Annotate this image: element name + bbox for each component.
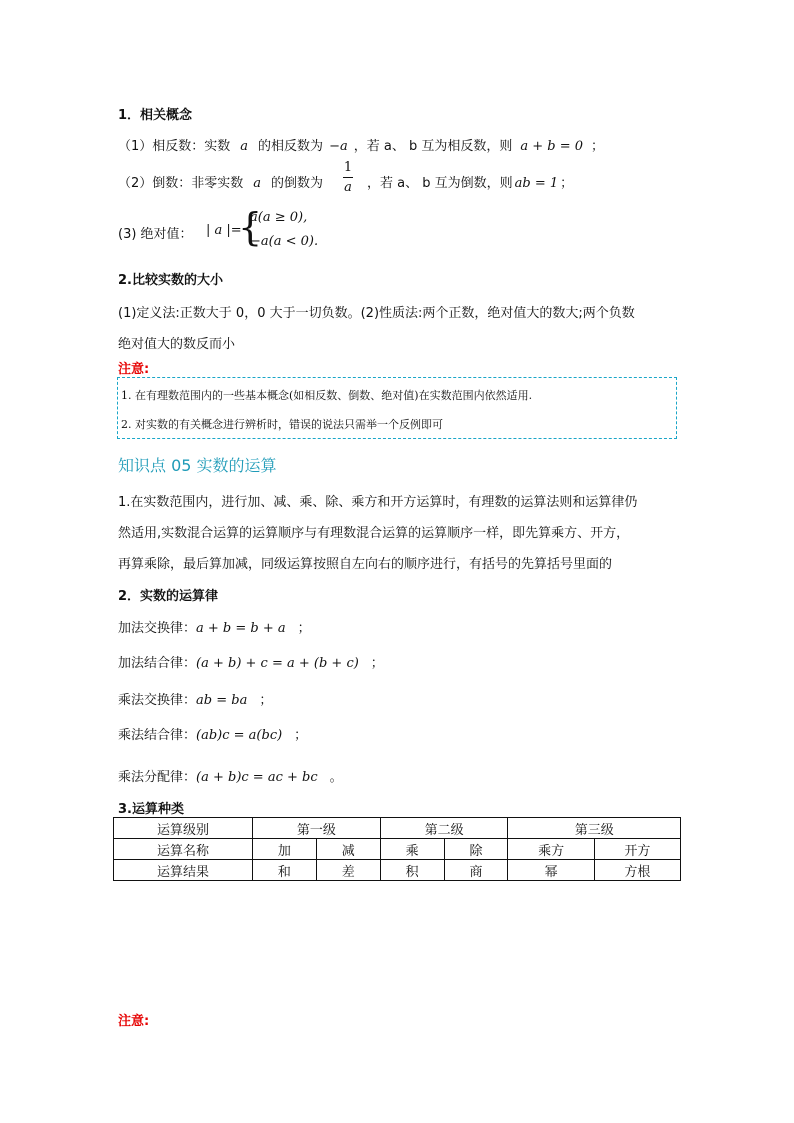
- table-cell: 乘方: [508, 839, 594, 860]
- law-distributive: 乘法分配律：(a + b)c = ac + bc 。: [118, 770, 343, 785]
- table-row: [114, 860, 681, 881]
- heading-operation-laws: 2．实数的运算律: [118, 589, 219, 604]
- table-cell: 积: [380, 860, 444, 881]
- heading-compare-reals: 2.比较实数的大小: [118, 273, 223, 288]
- note-item-1: 1. 在有理数范围内的一些基本概念(如相反数、倒数、绝对值)在实数范围内依然适用.: [121, 389, 533, 402]
- compare-paragraph-2: 绝对值大的数反而小: [118, 337, 236, 352]
- note-item-2: 2. 对实数的有关概念进行辨析时，错误的说法只需举一个反例即可: [121, 418, 443, 431]
- footer-note-label: 注意:: [118, 1014, 150, 1029]
- table-cell: 开方: [594, 839, 680, 860]
- table-cell: 运算级别: [114, 818, 253, 839]
- table-cell: 幂: [508, 860, 594, 881]
- table-cell: 加: [253, 839, 317, 860]
- absolute-value-label: (3) 绝对值：: [118, 227, 193, 242]
- table-cell: 方根: [594, 860, 680, 881]
- table-cell: 商: [444, 860, 508, 881]
- table-cell: 运算结果: [114, 860, 253, 881]
- absolute-value-lhs: | a |=: [206, 223, 242, 238]
- opposite-number-line: （1）相反数：实数 a 的相反数为 −a ，若 a、 b 互为相反数，则 a + b = 0 ；: [118, 139, 605, 154]
- operations-paragraph-1: 1.在实数范围内，进行加、减、乘、除、乘方和开方运算时，有理数的运算法则和运算律仍: [118, 495, 638, 510]
- law-add-associative: 加法结合律：(a + b) + c = a + (b + c) ；: [118, 656, 384, 671]
- law-mul-associative: 乘法结合律：(ab)c = a(bc) ；: [118, 728, 308, 743]
- table-cell: 除: [444, 839, 508, 860]
- heading-operation-types: 3.运算种类: [118, 802, 184, 817]
- table-cell: 和: [253, 860, 317, 881]
- table-cell: 运算名称: [114, 839, 253, 860]
- reciprocal-line: （2）倒数：非零实数 a 的倒数为: [118, 176, 324, 191]
- table-cell: 第一级: [253, 818, 381, 839]
- table-cell: 差: [316, 860, 380, 881]
- table-cell: 第二级: [380, 818, 508, 839]
- table-cell: 乘: [380, 839, 444, 860]
- reciprocal-fraction: 1 a: [343, 160, 353, 195]
- operations-paragraph-3: 再算乘除，最后算加减，同级运算按照自左向右的顺序进行，有括号的先算括号里面的: [118, 557, 613, 572]
- heading-related-concepts: 1．相关概念: [118, 108, 193, 123]
- table-row: [114, 818, 681, 839]
- absolute-value-case-negative: −a(a < 0).: [250, 234, 319, 249]
- law-mul-commutative: 乘法交换律：ab = ba ；: [118, 693, 273, 708]
- law-add-commutative: 加法交换律：a + b = b + a ；: [118, 621, 311, 636]
- note-label: 注意:: [118, 362, 150, 377]
- operations-paragraph-2: 然适用,实数混合运算的运算顺序与有理数混合运算的运算顺序一样，即先算乘方、开方，: [118, 526, 630, 541]
- section-title: 知识点 05 实数的运算: [118, 456, 277, 475]
- table-row: [114, 839, 681, 860]
- left-brace: {: [238, 205, 263, 249]
- table-cell: 减: [316, 839, 380, 860]
- reciprocal-condition: ，若 a、 b 互为倒数，则 ab = 1 ；: [367, 176, 574, 191]
- absolute-value-case-positive: a(a ≥ 0),: [250, 210, 308, 225]
- table-cell: 第三级: [508, 818, 681, 839]
- compare-paragraph-1: (1)定义法:正数大于 0，0 大于一切负数。(2)性质法:两个正数，绝对值大的数大;两个负数: [118, 306, 635, 321]
- operation-types-table: [113, 817, 681, 881]
